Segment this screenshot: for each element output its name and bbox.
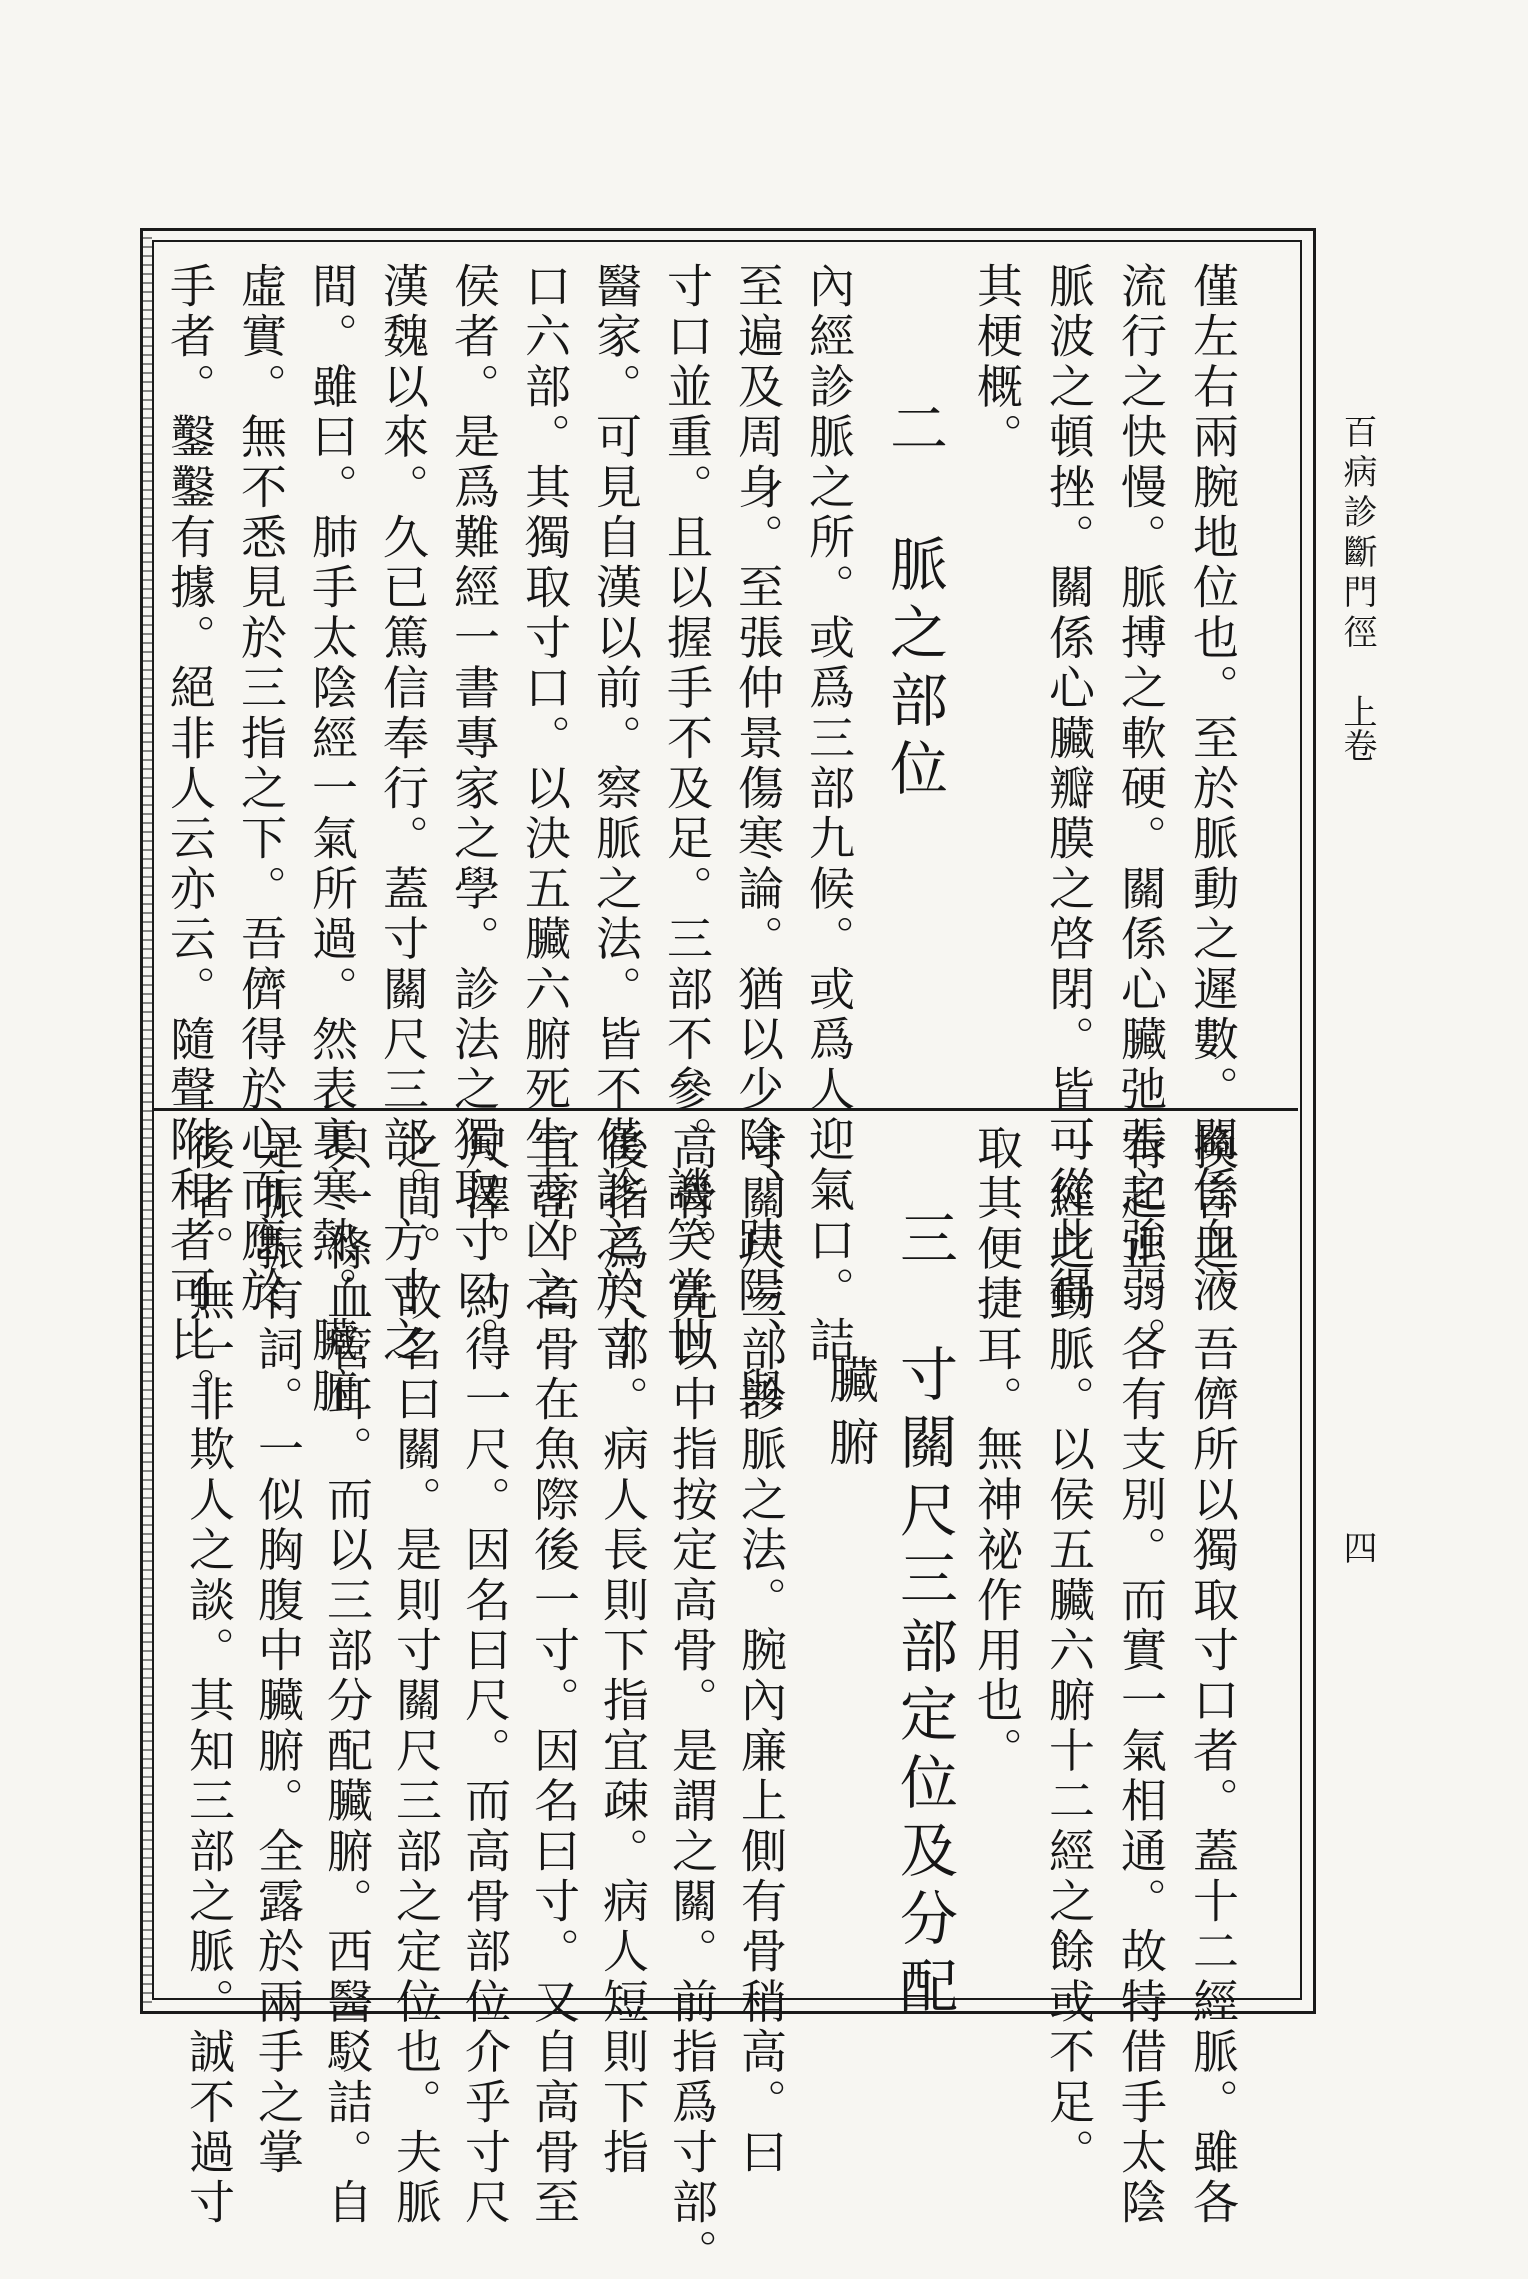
- text-column: 內經診脈之所。或爲三部九候。或爲人迎氣口。詰: [802, 262, 856, 1367]
- text-column: 寸關尺三部診脈之法。腕內廉上側有骨稍高。曰: [734, 1124, 788, 2179]
- text-column: 尺澤。約得一尺。因名曰尺。而高骨部位介乎寸尺: [458, 1124, 512, 2229]
- section-subheading: 臟腑: [821, 1354, 879, 1478]
- text-column: 醫家。可見自漢以前。察脈之法。皆不僅診之於寸: [589, 262, 643, 1367]
- text-column: 手者。鑿鑿有據。絕非人云亦云。隨聲附和者可比。: [163, 262, 217, 1417]
- text-column: 虛實。無不悉見於三指之下。吾儕得於心而應於: [234, 262, 288, 1317]
- text-column: 口六部。其獨取寸口。以決五臟六腑死生吉凶之: [518, 262, 572, 1317]
- text-column: 後指爲尺部。病人長則下指宜疎。病人短則下指: [596, 1124, 650, 2179]
- text-column: 一經之動脈。以侯五臟六腑十二經之餘或不足。: [1042, 1124, 1096, 2179]
- margin-header: [1335, 414, 1379, 762]
- text-column: 僅左右兩腕地位也。至於脈動之遲數。關係血液: [1186, 262, 1240, 1317]
- section-heading: 二 脈之部位: [880, 398, 948, 806]
- book-title: 百病診斷門徑: [1337, 414, 1377, 654]
- volume-label: 上卷: [1337, 694, 1377, 762]
- page-number: 四: [1337, 1530, 1377, 1564]
- text-column: 脈波之頓挫。關係心臟瓣膜之啓閉。皆可從此得: [1042, 262, 1096, 1317]
- section-heading: 三 寸關尺三部定位及分配: [890, 1208, 958, 2024]
- text-column: 宜密。高骨在魚際後一寸。因名曰寸。又自高骨至: [527, 1124, 581, 2229]
- text-column: 只一條血管耳。而以三部分配臟腑。西醫駁詰。自: [320, 1124, 374, 2229]
- text-column: 之間。故名曰關。是則寸關尺三部之定位也。夫脈: [389, 1124, 443, 2229]
- text-column: 換言之。吾儕所以獨取寸口者。蓋十二經脈。雖各: [1186, 1124, 1240, 2229]
- text-column: 有起止。各有支別。而實一氣相通。故特借手太陰: [1114, 1124, 1168, 2229]
- text-column: 取其便捷耳。無神祕作用也。: [970, 1124, 1024, 1777]
- text-column: 漢魏以來。久已篤信奉行。蓋寸關尺三部。方寸之: [376, 262, 430, 1367]
- text-column: 至遍及周身。至張仲景傷寒論。猶以少陰、趺陽、與: [731, 262, 785, 1417]
- text-column: 其梗概。: [970, 262, 1024, 463]
- text-column: 後者。無一非欺人之談。其知三部之脈。誠不過寸: [182, 1124, 236, 2229]
- text-column: 寸口並重。且以握手不及足。三部不參。譏笑當世: [660, 262, 714, 1367]
- text-column: 間。雖曰。肺手太陰經一氣所過。然表裏寒熱。臟腑: [305, 262, 359, 1417]
- text-column: 侯者。是爲難經一書專家之學。診法之獨取寸口。: [447, 262, 501, 1367]
- text-column: 高骨。先以中指按定高骨。是謂之關。前指爲寸部。: [665, 1124, 719, 2279]
- text-column: 流行之快慢。脈搏之軟硬。關係心臟弛張之強弱。: [1114, 262, 1168, 1367]
- text-column: 是振振有詞。一似胸腹中臟腑。全露於兩手之掌: [251, 1124, 305, 2179]
